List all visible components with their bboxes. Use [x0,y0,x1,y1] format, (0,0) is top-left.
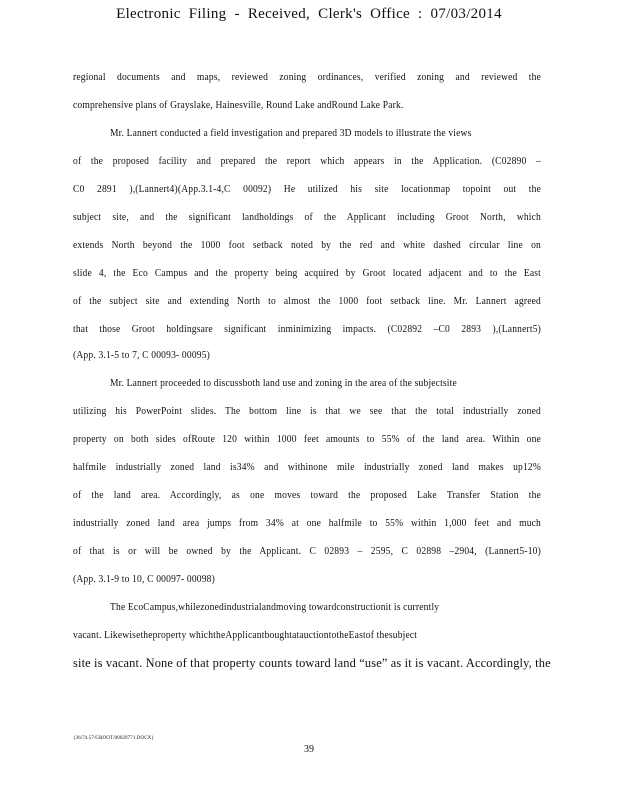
body-line-11: (App. 3.1-5 to 7, C 00093- 00095) [73,350,211,361]
page-number: 39 [304,744,314,755]
body-line-12: Mr. Lannert proceeded to discussboth land use and zoning in the area of the subjectsite [110,378,457,389]
document-reference: {36/74.57/GROOT/00029771.DOCX} [73,736,154,741]
body-line-18: of that is or will be owned by the Applicant. C 02893 – 2595, C 02898 –2904, (Lannert5-10) [73,546,541,557]
body-line-2: comprehensive plans of Grayslake, Hainesville, Round Lake andRound Lake Park. [73,100,404,111]
body-line-5: C0 2891 ),(Lannert4)(App.3.1-4,C 00092) He utilized his site locationmap topoint out the [73,184,541,195]
body-line-20: The EcoCampus,whilezonedindustrialandmoving towardconstructionit is currently [110,602,440,613]
body-line-1: regional documents and maps, reviewed zoning ordinances, verified zoning and reviewed the [73,72,541,83]
body-line-13: utilizing his PowerPoint slides. The bottom line is that we see that the total industrially zoned [73,406,541,417]
body-line-14: property on both sides ofRoute 120 within 1000 feet amounts to 55% of the land area. Within one [73,434,541,445]
body-line-16: of the land area. Accordingly, as one moves toward the proposed Lake Transfer Station the [73,490,541,501]
body-line-6: subject site, and the significant landholdings of the Applicant including Groot North, which [73,212,541,223]
body-line-7: extends North beyond the 1000 foot setback noted by the red and white dashed circular line on [73,240,541,251]
body-line-4: of the proposed facility and prepared the report which appears in the Application. (C02890 – [73,156,541,167]
body-line-21: vacant. Likewisetheproperty whichtheApplicantboughtatauctiontotheEastof thesubject [73,630,418,641]
body-line-9: of the subject site and extending North to almost the 1000 foot setback line. Mr. Lannert agreed [73,296,541,307]
body-line-10: that those Groot holdingsare significant inminimizing impacts. (C02892 –C0 2893 ),(Lannert5) [73,324,541,335]
body-line-8: slide 4, the Eco Campus and the property being acquired by Groot located adjacent and to the East [73,268,541,279]
body-line-3: Mr. Lannert conducted a field investigation and prepared 3D models to illustrate the views [110,128,472,139]
filing-stamp-header: Electronic Filing - Received, Clerk's Office : 07/03/2014 [116,6,502,22]
body-line-15: halfmile industrially zoned land is34% and withinone mile industrially zoned land makes up12% [73,462,541,473]
body-line-17: industrially zoned land area jumps from 34% at one halfmile to 55% within 1,000 feet and much [73,518,541,529]
body-line-19: (App. 3.1-9 to 10, C 00097- 00098) [73,574,215,585]
body-line-22: site is vacant. None of that property counts toward land “use” as it is vacant. Accordingly, the [73,656,551,670]
